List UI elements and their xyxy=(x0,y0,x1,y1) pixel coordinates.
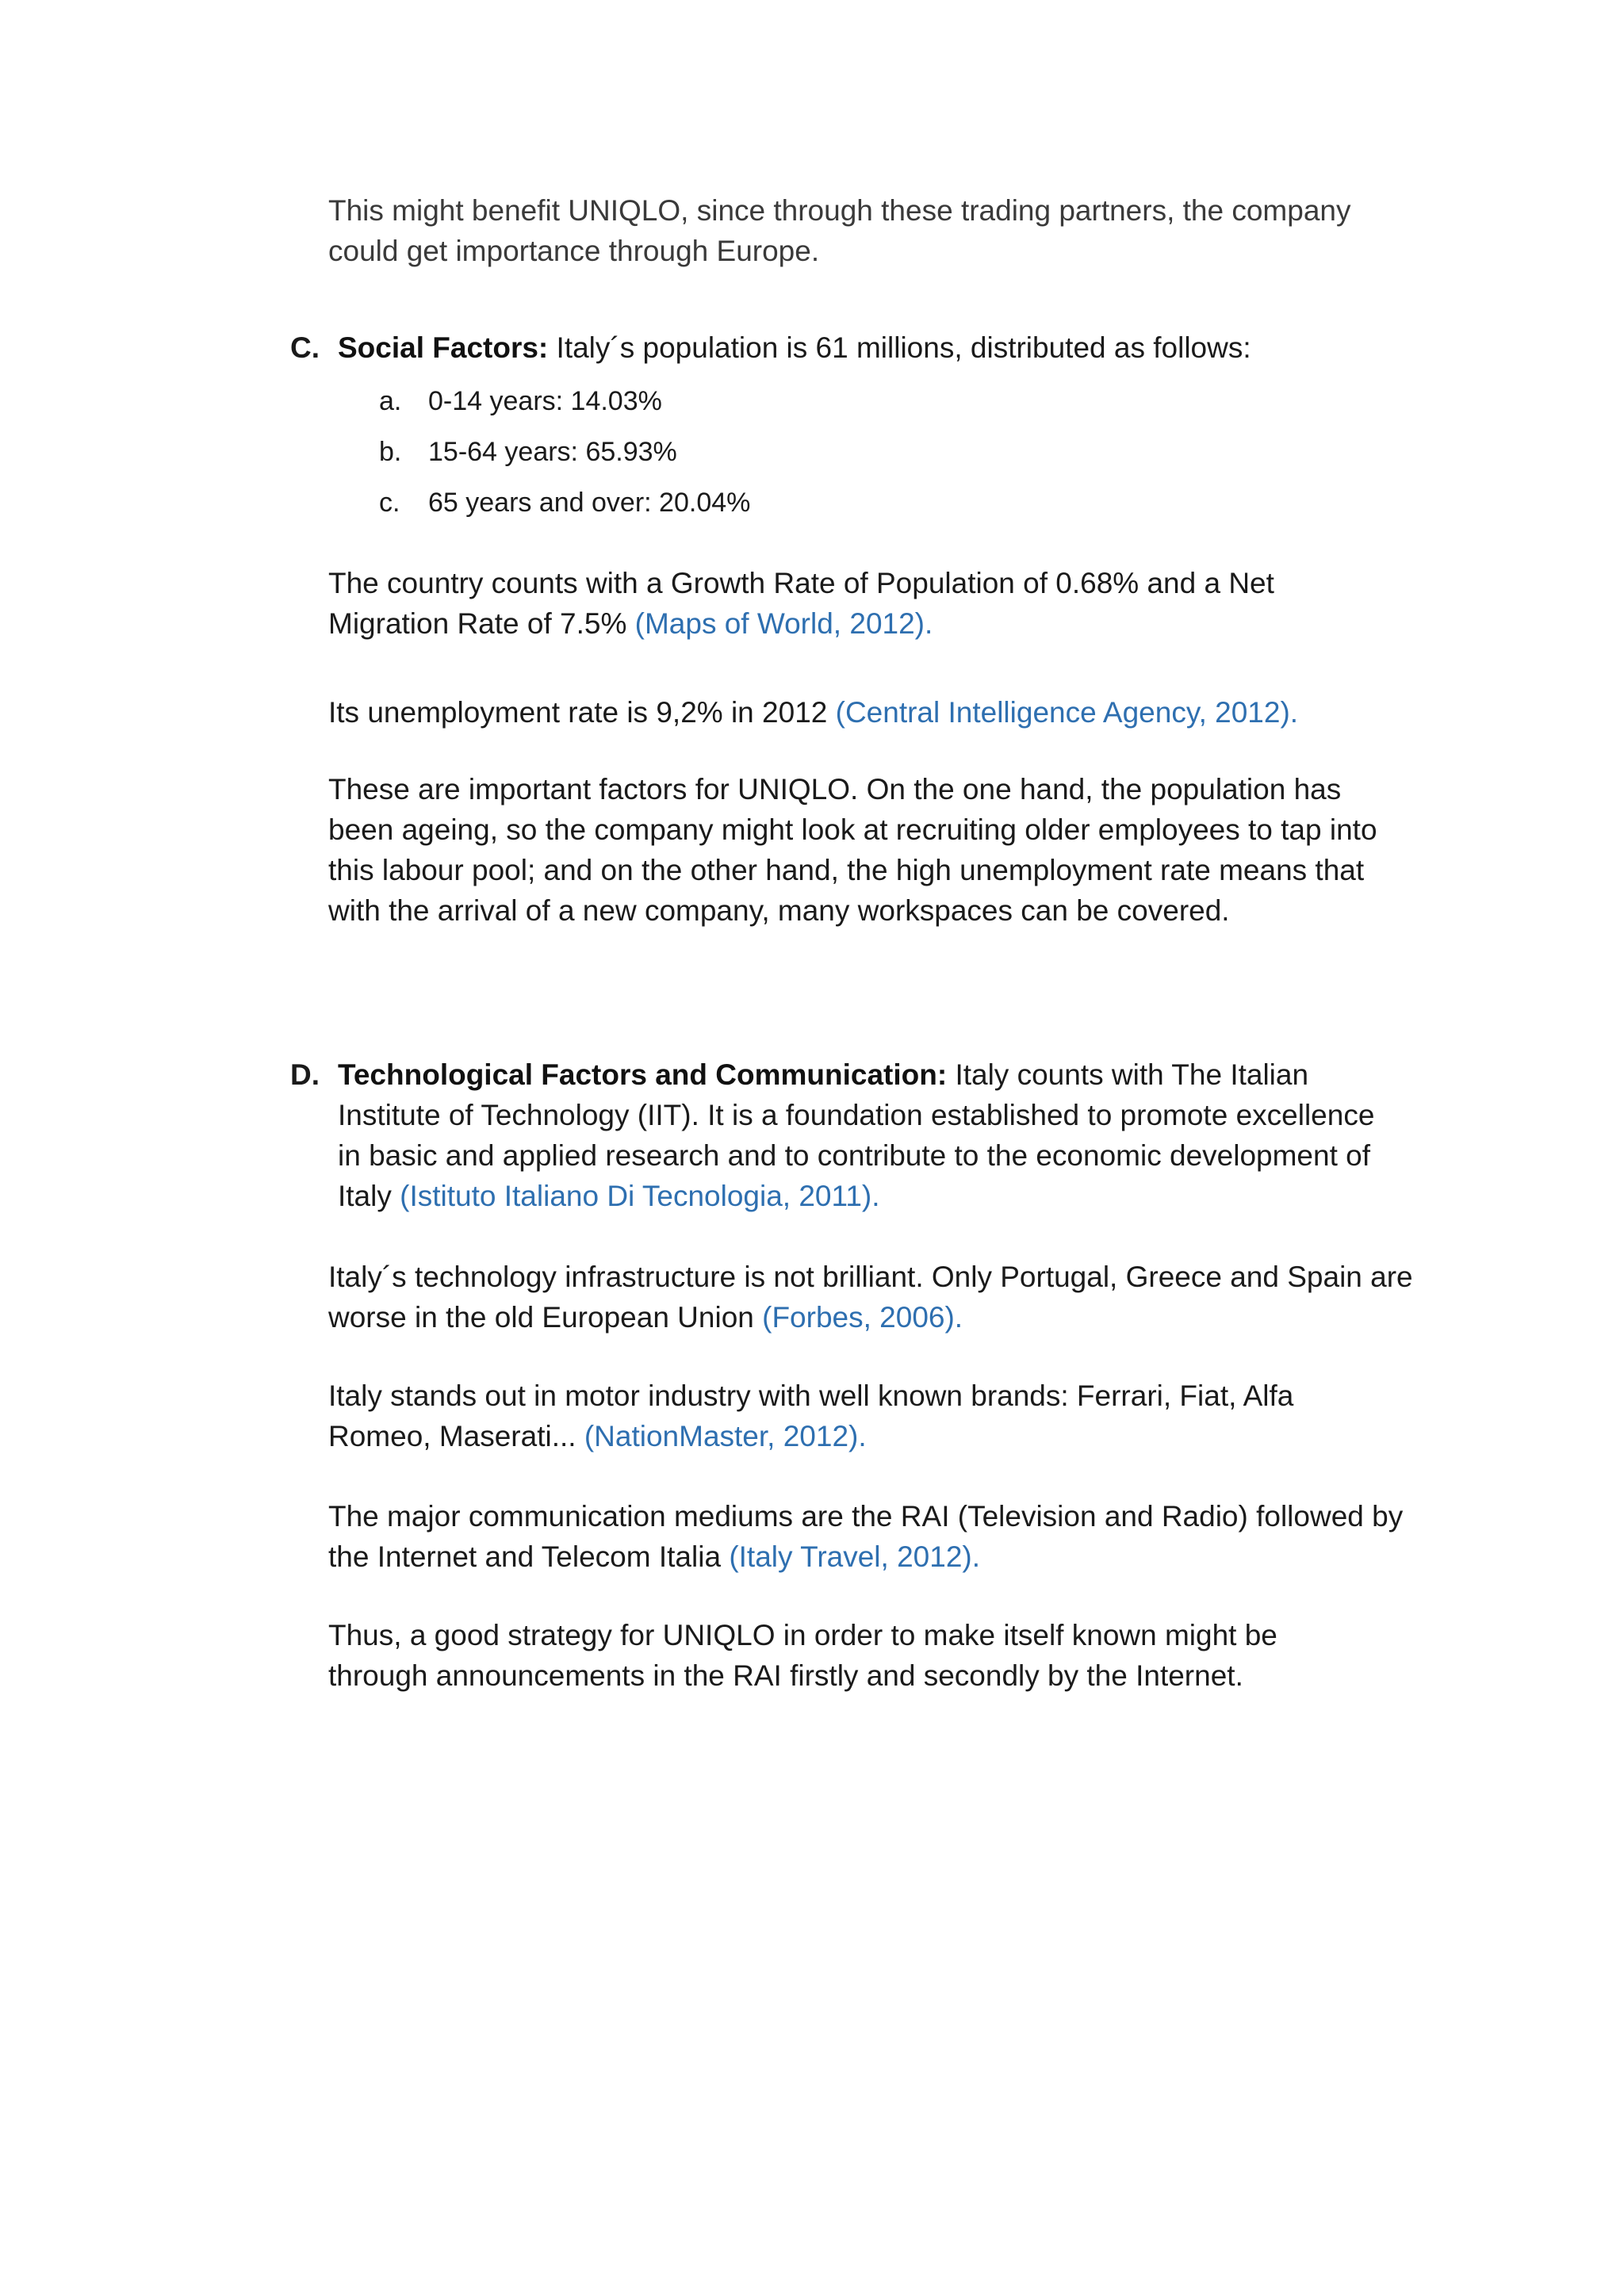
list-marker: a. xyxy=(379,386,402,416)
tech-factors-citation: (Istituto Italiano Di Tecnologia, 2011). xyxy=(400,1180,880,1212)
unemployment-paragraph xyxy=(328,692,1407,733)
importance-paragraph xyxy=(328,769,1383,931)
intro-paragraph xyxy=(328,190,1407,271)
intro-line-1: This might benefit UNIQLO, since through these trading partners, the company xyxy=(328,194,1351,227)
unemployment-text: Its unemployment rate is 9,2% in 2012 xyxy=(328,696,836,729)
section-letter-c: C. xyxy=(290,331,320,364)
intro-line-2: could get importance through Europe. xyxy=(328,235,820,267)
growth-text: The country counts with a Growth Rate of Population of 0.68% and a Net Migration Rate of 7.5% xyxy=(328,567,1274,640)
list-item-text: 15-64 years: 65.93% xyxy=(428,437,677,467)
strategy-paragraph xyxy=(328,1615,1359,1696)
list-item xyxy=(379,477,750,528)
growth-paragraph xyxy=(328,563,1343,644)
list-item xyxy=(379,376,750,427)
communication-text: The major communication mediums are the RAI (Television and Radio) followed by the Internet and Telecom Italia xyxy=(328,1500,1404,1573)
list-marker: b. xyxy=(379,437,402,467)
strategy-text: Thus, a good strategy for UNIQLO in order to make itself known might be through announcements in the RAI firstly and secondly by the Internet. xyxy=(328,1619,1277,1692)
communication-citation: (Italy Travel, 2012). xyxy=(729,1540,980,1573)
motor-text: Italy stands out in motor industry with well known brands: Ferrari, Fiat, Alfa Romeo, Maserati... xyxy=(328,1380,1294,1452)
list-item-text: 65 years and over: 20.04% xyxy=(428,488,751,518)
infrastructure-text: Italy´s technology infrastructure is not brilliant. Only Portugal, Greece and Spain are worse in the old European Union xyxy=(328,1261,1413,1334)
unemployment-citation: (Central Intelligence Agency, 2012). xyxy=(835,696,1299,729)
importance-text: These are important factors for UNIQLO. On the one hand, the population has been ageing, so the company might look at recruiting older employees to tap into this labour pool; and on the other hand, the high unemployment rate means that with the arrival of a new company, many workspaces can be covered. xyxy=(328,773,1377,927)
growth-citation: (Maps of World, 2012). xyxy=(634,607,933,640)
list-item-text: 0-14 years: 14.03% xyxy=(428,386,662,416)
tech-factors-title: Technological Factors and Communication: xyxy=(338,1058,948,1091)
motor-paragraph xyxy=(328,1376,1367,1456)
motor-citation: (NationMaster, 2012). xyxy=(584,1420,867,1452)
tech-factors-intro: Italy counts with The Italian Institute of Technology (IIT). It is a foundation established to promote excellence in basic and applied research and to contribute to the economic development of Italy xyxy=(338,1058,1375,1212)
social-factors-intro: Italy´s population is 61 millions, distributed as follows: xyxy=(548,331,1251,364)
infrastructure-citation: (Forbes, 2006). xyxy=(762,1301,963,1334)
age-distribution-list xyxy=(379,376,750,528)
infrastructure-paragraph xyxy=(328,1257,1415,1337)
section-letter-d: D. xyxy=(290,1058,320,1091)
communication-paragraph xyxy=(328,1496,1415,1577)
social-factors-title: Social Factors: xyxy=(338,331,549,364)
list-item xyxy=(379,427,750,477)
list-marker: c. xyxy=(379,488,400,518)
